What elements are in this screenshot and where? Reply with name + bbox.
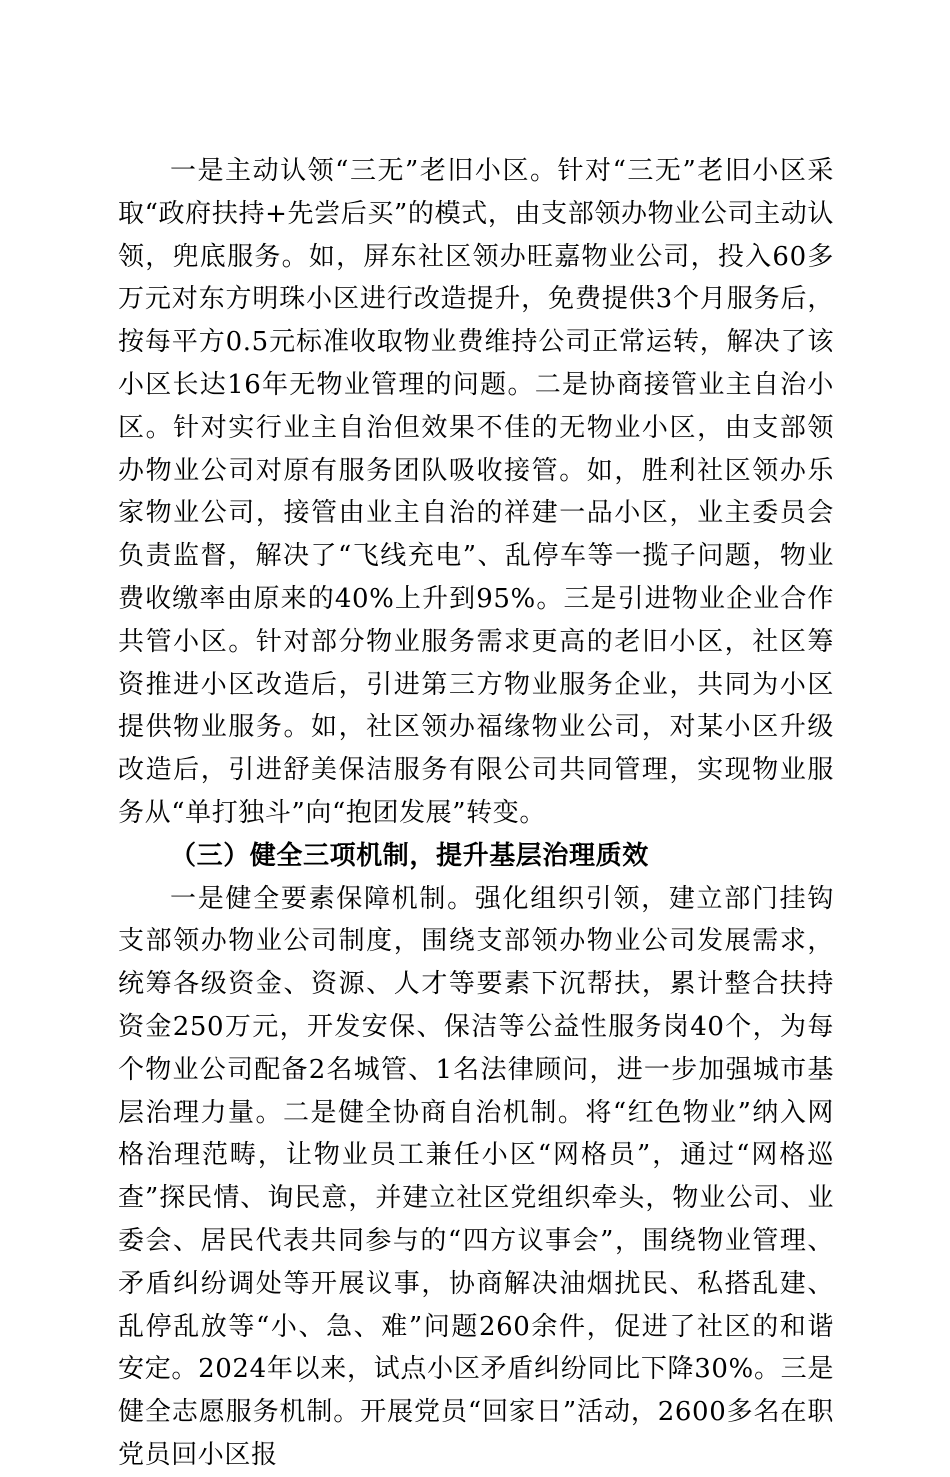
body-paragraph: 一是健全要素保障机制。强化组织引领，建立部门挂钩支部领办物业公司制度，围绕支部领办物业公司发展需求，统筹各级资金、资源、人才等要素下沉帮扶，累计整合扶持资金250万元，开发安保、保洁等公益性服务岗40个，为每个物业公司配备2名城管、1名法律顾问，进一步加强城市基层治理力量。二是健全协商自治机制。将“红色物业”纳入网格治理范畴，让物业员工兼任小区“网格员”，通过“网格巡查”探民情、询民意，并建立社区党组织牵头，物业公司、业委会、居民代表共同参与的“四方议事会”，围绕物业管理、矛盾纠纷调处等开展议事，协商解决油烟扰民、私搭乱建、乱停乱放等“小、急、难”问题260余件，促进了社区的和谐安定。2024年以来，试点小区矛盾纠纷同比下降30%。三是健全志愿服务机制。开展党员“回家日”活动，2600多名在职党员回小区报 — [118, 883, 834, 1470]
document-page — [118, 150, 834, 1477]
body-paragraph: 一是主动认领“三无”老旧小区。针对“三无”老旧小区采取“政府扶持+先尝后买”的模式，由支部领办物业公司主动认领，兜底服务。如，屏东社区领办旺嘉物业公司，投入60多万元对东方明珠小区进行改造提升，免费提供3个月服务后，按每平方0.5元标准收取物业费维持公司正常运转，解决了该小区长达16年无物业管理的问题。二是协商接管业主自治小区。针对实行业主自治但效果不佳的无物业小区，由支部领办物业公司对原有服务团队吸收接管。如，胜利社区领办乐家物业公司，接管由业主自治的祥建一品小区，业主委员会负责监督，解决了“飞线充电”、乱停车等一揽子问题，物业费收缴率由原来的40%上升到95%。三是引进物业企业合作共管小区。针对部分物业服务需求更高的老旧小区，社区筹资推进小区改造后，引进第三方物业服务企业，共同为小区提供物业服务。如，社区领办福缘物业公司，对某小区升级改造后，引进舒美保洁服务有限公司共同管理，实现物业服务从“单打独斗”向“抱团发展”转变。 — [118, 156, 834, 828]
section-heading: （三）健全三项机制，提升基层治理质效 — [170, 840, 649, 871]
